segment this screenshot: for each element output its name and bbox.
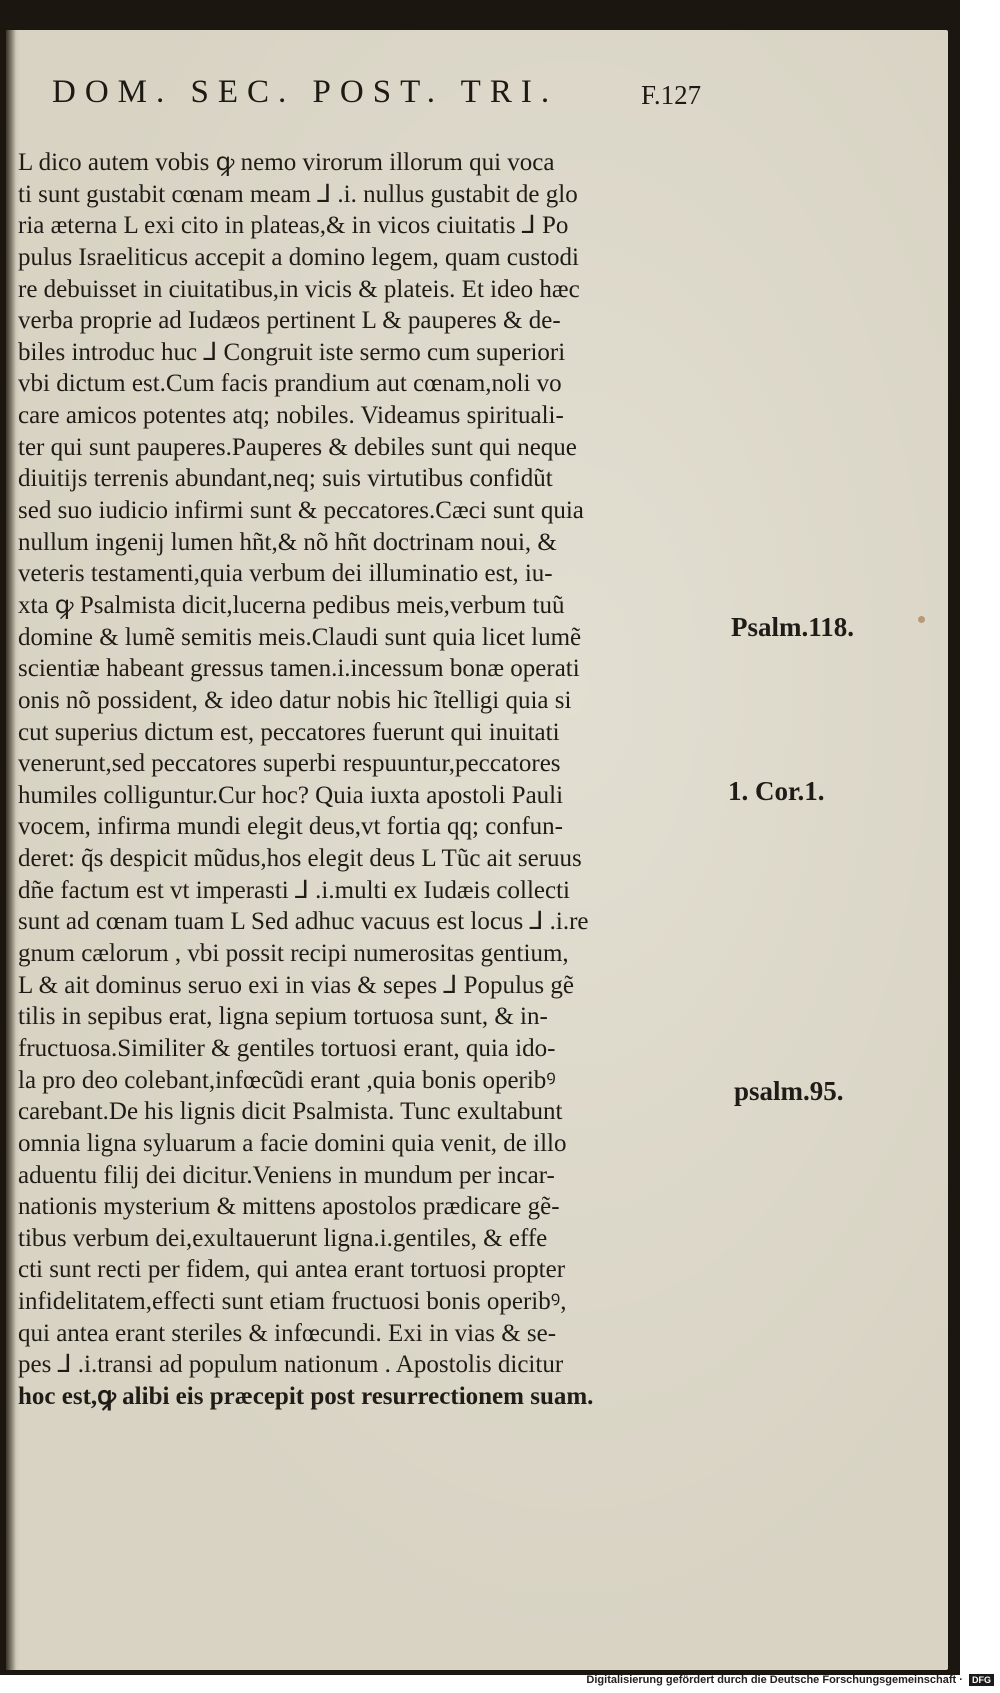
text-line: diuitijs terrenis abundant,neq; suis virtutibus confidũt — [18, 465, 553, 493]
text-line: omnia ligna syluarum a facie domini quia venit, de illo — [18, 1129, 567, 1157]
book-page — [6, 30, 948, 1670]
digitization-credit: Digitalisierung gefördert durch die Deutsche Forschungsgemeinschaft · DFG — [586, 1674, 994, 1686]
text-line: cti sunt recti per fidem, qui antea erant tortuosi propter — [18, 1256, 566, 1284]
text-line: care amicos potentes atq; nobiles. Videamus spirituali- — [18, 402, 564, 430]
marginal-note-1-cor: 1. Cor.1. — [728, 776, 825, 806]
marginal-note-psalm-118: Psalm.118. — [731, 612, 855, 642]
text-line: sunt ad cœnam tuam L Sed adhuc vacuus est locus ⅃ .i.re — [18, 908, 589, 936]
text-line: re debuisset in ciuitatibus,in vicis & plateis. Et ideo hæc — [18, 275, 580, 303]
text-line: gnum cælorum , vbi possit recipi numerositas gentium, — [18, 940, 569, 968]
body-text — [18, 147, 718, 1413]
text-line: biles introduc huc ⅃ Congruit iste sermo cum superiori — [18, 338, 566, 366]
paper-blemish — [918, 616, 925, 623]
text-line: domine & lumẽ semitis meis.Claudi sunt quia licet lumẽ — [18, 623, 582, 651]
marginal-note-psalm-95: psalm.95. — [734, 1076, 844, 1106]
gutter-shadow — [6, 30, 16, 1670]
text-line: aduentu filij dei dicitur.Veniens in mundum per incar- — [18, 1161, 555, 1189]
running-head: DOM. SEC. POST. TRI. — [52, 74, 559, 110]
credit-text: Digitalisierung gefördert durch die Deutsche Forschungsgemeinschaft — [586, 1674, 957, 1686]
text-line: qui antea erant steriles & infœcundi. Exi in vias & se- — [18, 1319, 557, 1347]
text-line: tilis in sepibus erat, ligna sepium tortuosa sunt, & in- — [18, 1003, 548, 1031]
text-line: ria æterna L exi cito in plateas,& in vicos ciuitatis ⅃ Po — [18, 212, 569, 240]
text-line: L & ait dominus seruo exi in vias & sepes ⅃ Populus gẽ — [18, 971, 575, 999]
text-line: fructuosa.Similiter & gentiles tortuosi erant, quia ido- — [18, 1034, 556, 1062]
text-line: deret: q̃s despicit mũdus,hos elegit deus L Tũc ait seruus — [18, 845, 582, 873]
text-line: veteris testamenti,quia verbum dei illuminatio est, iu- — [18, 560, 553, 588]
text-line: vbi dictum est.Cum facis prandium aut cœnam,noli vo — [18, 370, 562, 398]
text-line: la pro deo colebant,infœcũdi erant ,quia bonis operibꝰ — [18, 1066, 556, 1094]
text-line: nullum ingenij lumen hñt,& nõ hñt doctrinam noui, & — [18, 528, 557, 556]
text-line: hoc est,ꝙ alibi eis præcepit post resurrectionem suam. — [18, 1382, 594, 1410]
text-line: ter qui sunt pauperes.Pauperes & debiles sunt qui neque — [18, 433, 577, 461]
text-line: carebant.De his lignis dicit Psalmista. Tunc exultabunt — [18, 1098, 563, 1126]
text-line: verba proprie ad Iudæos pertinent L & pauperes & de- — [18, 307, 561, 335]
dfg-logo-icon: DFG — [969, 1674, 994, 1686]
text-line: tibus verbum dei,exultauerunt ligna.i.gentiles, & effe — [18, 1224, 548, 1252]
text-line: venerunt,sed peccatores superbi respuuntur,peccatores — [18, 750, 561, 778]
text-line: nationis mysterium & mittens apostolos prædicare gẽ- — [18, 1193, 560, 1221]
text-line: ti sunt gustabit cœnam meam ⅃ .i. nullus gustabit de glo — [18, 180, 578, 208]
text-line: dñe factum est vt imperasti ⅃ .i.multi ex Iudæis collecti — [18, 876, 571, 904]
text-line: scientiæ habeant gressus tamen.i.incessum bonæ operati — [18, 655, 580, 683]
text-line: pes ⅃ .i.transi ad populum nationum . Apostolis dicitur — [18, 1351, 564, 1379]
text-line: xta ꝙ Psalmista dicit,lucerna pedibus meis,verbum tuũ — [18, 591, 565, 619]
text-line: onis nõ possident, & ideo datur nobis hic ĩtelligi quia si — [18, 686, 572, 714]
text-line: vocem, infirma mundi elegit deus,vt fortia qq; confun- — [18, 813, 563, 841]
folio-number: F.127 — [641, 80, 702, 110]
text-line: infidelitatem,effecti sunt etiam fructuosi bonis operibꝰ, — [18, 1288, 567, 1316]
text-line: sed suo iudicio infirmi sunt & peccatores.Cæci sunt quia — [18, 497, 584, 525]
text-line: pulus Israeliticus accepit a domino legem, quam custodi — [18, 243, 579, 271]
text-line: cut superius dictum est, peccatores fuerunt qui inuitati — [18, 718, 560, 746]
text-line: L dico autem vobis ꝙ nemo virorum illorum qui voca — [18, 149, 555, 176]
text-line: humiles colliguntur.Cur hoc? Quia iuxta apostoli Pauli — [18, 781, 564, 809]
